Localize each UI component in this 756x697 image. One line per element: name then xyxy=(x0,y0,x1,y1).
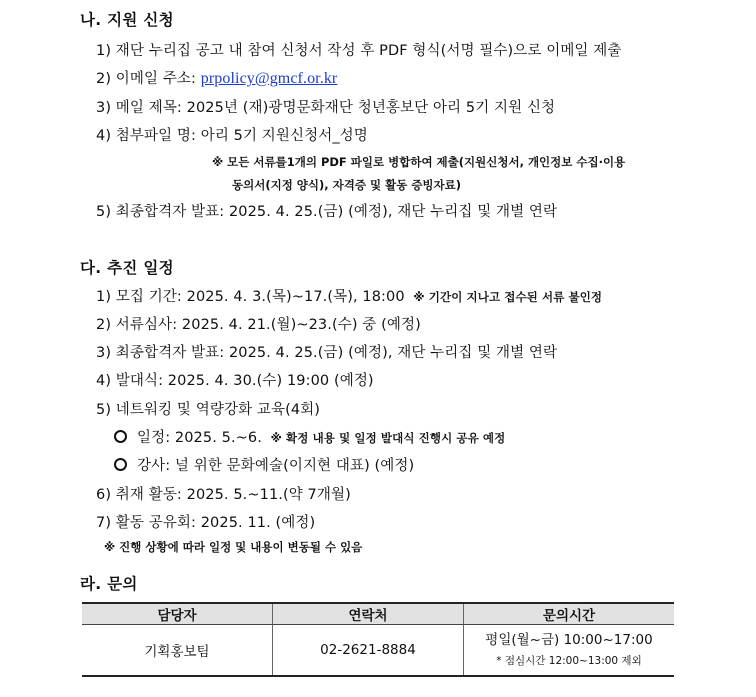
table-header-manager: 담당자 xyxy=(82,603,273,625)
apply-item-1: 1) 재단 누리집 공고 내 참여 신청서 작성 후 PDF 형식(서명 필수)으로 이메일 제출 xyxy=(96,43,622,59)
contact-heading: 라. 문의 xyxy=(80,575,138,593)
schedule-sub-item-2 xyxy=(114,454,414,475)
schedule-item-7: 7) 활동 공유회: 2025. 11. (예정) xyxy=(96,515,316,531)
circle-bullet-icon xyxy=(114,430,127,443)
cell-team: 기획홍보팀 xyxy=(82,625,273,677)
email-link[interactable]: prpolicy@gmcf.or.kr xyxy=(200,70,338,87)
apply-heading: 나. 지원 신청 xyxy=(80,11,174,29)
table-row xyxy=(82,625,674,677)
cell-hours xyxy=(464,625,675,677)
schedule-item-5: 5) 네트워킹 및 역량강화 교육(4회) xyxy=(96,402,321,418)
apply-item-4: 4) 첨부파일 명: 아리 5기 지원신청서_성명 xyxy=(96,128,368,144)
table-header-phone: 연락처 xyxy=(273,603,464,625)
schedule-sub-item-1-text: 일정: 2025. 5.~6. xyxy=(137,430,262,446)
hours-note: * 점심시간 12:00~13:00 제외 xyxy=(496,655,642,667)
table-header-hours: 문의시간 xyxy=(464,603,675,625)
schedule-item-2: 2) 서류심사: 2025. 4. 21.(월)~23.(수) 중 (예정) xyxy=(96,317,421,333)
apply-item-5: 5) 최종합격자 발표: 2025. 4. 25.(금) (예정), 재단 누리집 및 개별 연락 xyxy=(96,204,558,220)
apply-item-2-label: 2) 이메일 주소: xyxy=(96,71,197,87)
hours-text: 평일(월~금) 10:00~17:00 xyxy=(485,632,653,648)
schedule-item-1-note: ※ 기간이 지나고 접수된 서류 불인정 xyxy=(413,290,603,304)
schedule-item-4: 4) 발대식: 2025. 4. 30.(수) 19:00 (예정) xyxy=(96,373,374,389)
apply-note-line-2: 동의서(지정 양식), 자격증 및 활동 증빙자료) xyxy=(232,178,462,192)
apply-item-2 xyxy=(96,67,337,88)
schedule-item-1 xyxy=(96,285,602,306)
apply-note-line-1: ※ 모든 서류를1개의 PDF 파일로 병합하여 제출(지원신청서, 개인정보 수집·이용 xyxy=(212,155,626,169)
schedule-item-6: 6) 취재 활동: 2025. 5.~11.(약 7개월) xyxy=(96,487,351,503)
schedule-heading: 다. 추진 일정 xyxy=(80,259,174,277)
schedule-sub-item-2-text: 강사: 널 위한 문화예술(이지현 대표) (예정) xyxy=(137,458,415,474)
cell-phone: 02-2621-8884 xyxy=(273,625,464,677)
schedule-sub-item-1 xyxy=(114,426,505,447)
apply-item-3: 3) 메일 제목: 2025년 (재)광명문화재단 청년홍보단 아리 5기 지원 신청 xyxy=(96,100,556,116)
table-header-row xyxy=(82,603,674,625)
schedule-sub-item-1-note: ※ 확정 내용 및 일정 발대식 진행시 공유 예정 xyxy=(270,431,506,445)
schedule-item-3: 3) 최종합격자 발표: 2025. 4. 25.(금) (예정), 재단 누리집 및 개별 연락 xyxy=(96,345,558,361)
schedule-footnote: ※ 진행 상황에 따라 일정 및 내용이 변동될 수 있음 xyxy=(104,540,363,554)
circle-bullet-icon xyxy=(114,458,127,471)
contact-table xyxy=(82,602,674,677)
schedule-item-1-text: 1) 모집 기간: 2025. 4. 3.(목)~17.(목), 18:00 xyxy=(96,289,405,305)
